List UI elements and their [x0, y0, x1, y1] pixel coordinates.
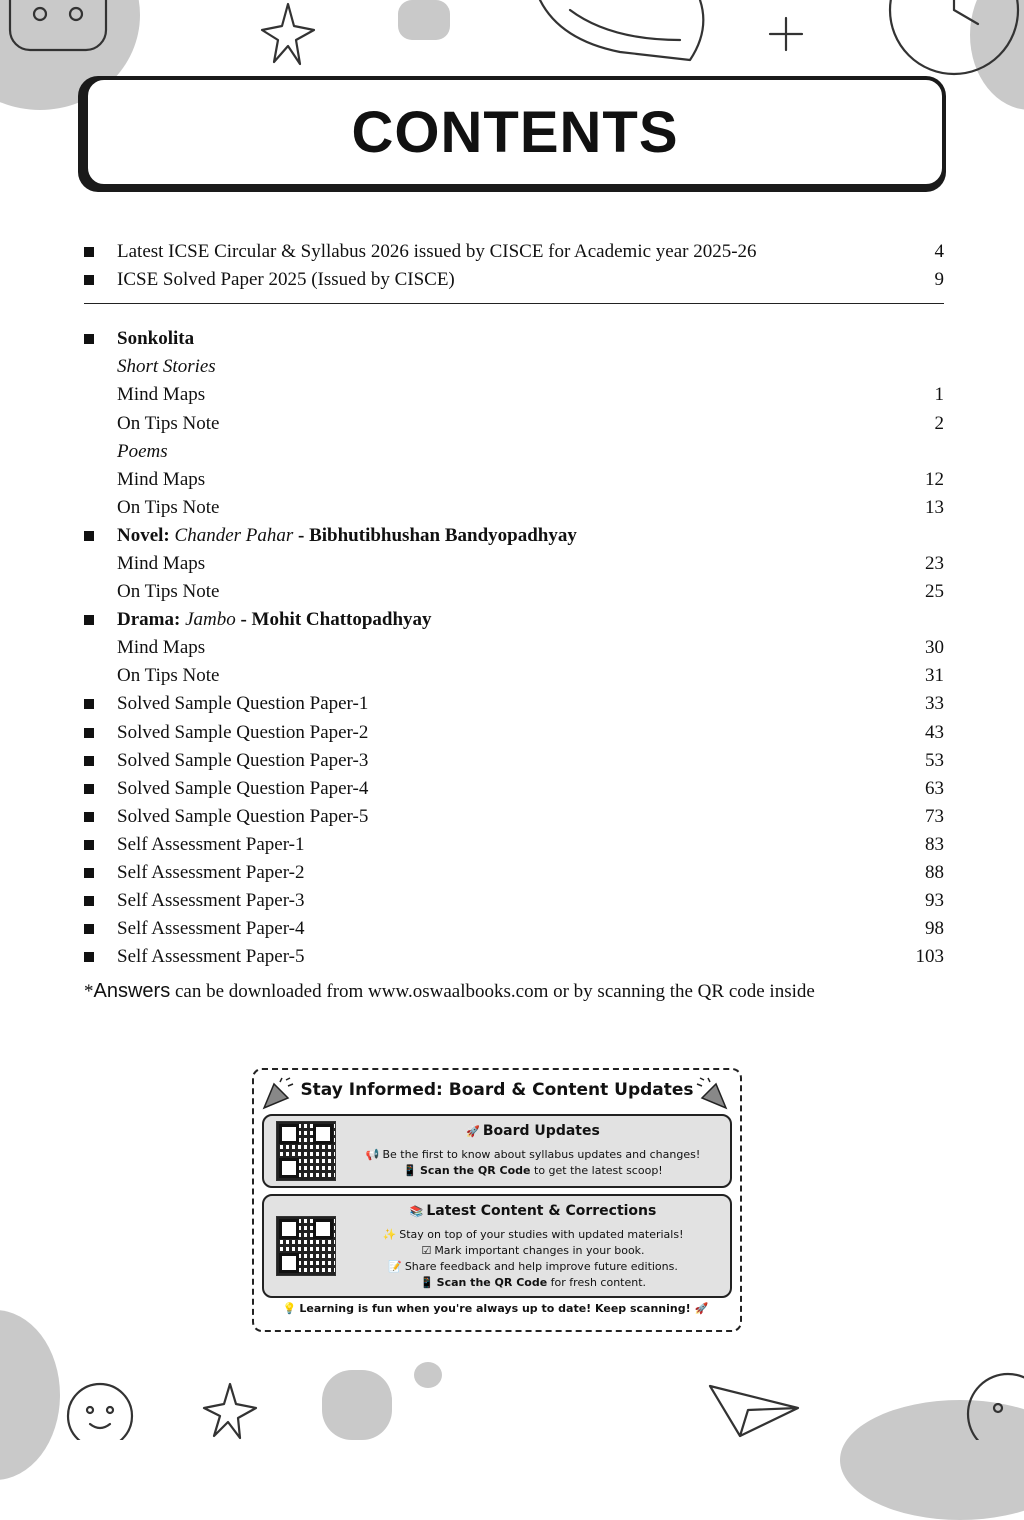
rocket-icon: 🚀 [694, 1302, 709, 1315]
toc-page-number: 25 [925, 581, 944, 603]
decorative-blob-bottom-left [0, 1310, 60, 1480]
content-updates-title: Latest Content & Corrections [426, 1203, 657, 1219]
content-updates-panel [262, 1194, 732, 1298]
face-doodle-icon [56, 1372, 146, 1440]
toc-entry-circular[interactable] [84, 238, 944, 266]
section-prefix: Novel: [117, 524, 170, 546]
bullet-icon [84, 334, 94, 344]
content-updates-title-row [344, 1203, 722, 1219]
toc-entry-paper[interactable] [84, 719, 944, 747]
content-updates-line-1: ✨ Stay on top of your studies with updated materials! [382, 1228, 684, 1241]
toc-page-number: 13 [925, 496, 944, 518]
toc-page-number: 1 [934, 384, 944, 406]
note-star: * [84, 981, 94, 1002]
board-updates-title: Board Updates [482, 1123, 600, 1139]
toc-page-number: 23 [925, 552, 944, 574]
toc-entry-novel-tips[interactable] [84, 578, 944, 606]
decorative-blob-top-center [398, 0, 450, 40]
toc-entry-drama-mind-maps[interactable] [84, 634, 944, 662]
books-icon: 📚 [409, 1205, 424, 1218]
toc-entry-label: On Tips Note [117, 665, 220, 687]
paper-plane-doodle-icon [704, 1378, 804, 1440]
sparkles-icon: ✨ [382, 1228, 397, 1241]
bullet-icon [84, 728, 94, 738]
toc-entry-paper[interactable] [84, 915, 944, 943]
bullet-icon [84, 531, 94, 541]
toc-entry-label: Self Assessment Paper-4 [117, 918, 305, 940]
toc-page-number: 30 [925, 637, 944, 659]
toc-subheading-poems [84, 438, 944, 466]
toc-entry-label: Mind Maps [117, 384, 206, 406]
toc-entry-paper[interactable] [84, 803, 944, 831]
toc-entry-label: Mind Maps [117, 552, 206, 574]
board-updates-line-2: 📱 Scan the QR Code to get the latest scoop! [403, 1164, 663, 1177]
checkbox-icon: ☑ [421, 1244, 432, 1257]
toc-entry-paper[interactable] [84, 775, 944, 803]
toc-page-number: 63 [925, 777, 944, 799]
toc-entry-label: ICSE Solved Paper 2025 (Issued by CISCE) [117, 269, 455, 291]
toc-entry-label: Solved Sample Question Paper-2 [117, 721, 369, 743]
bullet-icon [84, 784, 94, 794]
bullet-icon [84, 615, 94, 625]
board-updates-panel [262, 1114, 732, 1188]
toc-entry-ss-mind-maps[interactable] [84, 381, 944, 409]
section-work-title: Chander Pahar [174, 524, 294, 546]
toc-entry-ss-tips[interactable] [84, 409, 944, 437]
updates-footer: 💡 Learning is fun when you're always up to date! Keep scanning! 🚀 [282, 1302, 709, 1315]
page-title: CONTENTS [351, 99, 679, 165]
toc-subheading-short-stories [84, 353, 944, 381]
rocket-icon: 🚀 [466, 1125, 480, 1138]
star-doodle-bottom-icon [200, 1380, 260, 1440]
section-title [117, 522, 577, 550]
toc-entry-drama-tips[interactable] [84, 662, 944, 690]
decorative-blob-bottom-center [322, 1370, 392, 1440]
bullet-icon [84, 756, 94, 766]
toc-entry-label: Solved Sample Question Paper-3 [117, 749, 369, 771]
toc-page-number: 83 [925, 833, 944, 855]
content-updates-line-3: 📝 Share feedback and help improve future editions. [388, 1260, 678, 1273]
section-divider [84, 303, 944, 304]
phone-icon: 📱 [403, 1164, 417, 1177]
toc-page-number: 73 [925, 805, 944, 827]
note-text: can be downloaded from www.oswaalbooks.com or by scanning the QR code inside [170, 981, 815, 1002]
toc-entry-solved-paper-2025[interactable] [84, 266, 944, 294]
toc-entry-label: Solved Sample Question Paper-4 [117, 777, 369, 799]
bullet-icon [84, 812, 94, 822]
megaphone-icon: 📢 [365, 1148, 380, 1161]
toc-entry-paper[interactable] [84, 859, 944, 887]
plus-doodle-icon [766, 14, 806, 54]
toc-entry-label: Latest ICSE Circular & Syllabus 2026 issued by CISCE for Academic year 2025-26 [117, 241, 757, 263]
star-doodle-icon [258, 0, 318, 70]
toc-page-number: 98 [925, 918, 944, 940]
toc-page-number: 12 [925, 468, 944, 490]
toc-page-number: 43 [925, 721, 944, 743]
toc-entry-label: Mind Maps [117, 637, 206, 659]
bullet-icon [84, 924, 94, 934]
toc-page-number: 53 [925, 749, 944, 771]
toc-page-number: 103 [915, 946, 944, 968]
contents-list [84, 238, 944, 971]
toc-section-sonkolita [84, 325, 944, 353]
toc-entry-paper[interactable] [84, 831, 944, 859]
toc-page-number: 33 [925, 693, 944, 715]
toc-entry-label: On Tips Note [117, 581, 220, 603]
toc-page-number: 31 [925, 665, 944, 687]
section-author: - Mohit Chattopadhyay [240, 609, 432, 631]
section-prefix: Drama: [117, 609, 181, 631]
memo-icon: 📝 [388, 1260, 402, 1273]
phone-icon: 📱 [419, 1276, 434, 1289]
toc-entry-label: Self Assessment Paper-1 [117, 833, 305, 855]
book-doodle-icon [530, 0, 720, 70]
note-answers-word: Answers [93, 980, 171, 1002]
toc-entry-label: Self Assessment Paper-3 [117, 890, 305, 912]
toc-page-number: 4 [934, 241, 944, 263]
section-title [117, 606, 432, 634]
bullet-icon [84, 247, 94, 257]
updates-box [252, 1068, 742, 1332]
bullet-icon [84, 840, 94, 850]
toc-entry-label: Self Assessment Paper-5 [117, 946, 305, 968]
toc-entry-label: On Tips Note [117, 496, 220, 518]
updates-heading: Stay Informed: Board & Content Updates [300, 1080, 694, 1100]
toc-entry-novel-mind-maps[interactable] [84, 550, 944, 578]
bullet-icon [84, 952, 94, 962]
toc-section-drama [84, 606, 944, 634]
toc-entry-paper[interactable] [84, 747, 944, 775]
bullet-icon [84, 275, 94, 285]
toc-page-number: 2 [934, 412, 944, 434]
section-work-title: Jambo [185, 609, 236, 631]
bullet-icon [84, 868, 94, 878]
toc-page-number: 93 [925, 890, 944, 912]
board-updates-qr-code[interactable] [276, 1121, 336, 1181]
toc-entry-poems-tips[interactable] [84, 494, 944, 522]
toc-section-novel [84, 522, 944, 550]
content-updates-line-4: 📱 Scan the QR Code for fresh content. [419, 1276, 647, 1289]
toc-entry-poems-mind-maps[interactable] [84, 466, 944, 494]
toc-entry-label: Self Assessment Paper-2 [117, 862, 305, 884]
subheading: Short Stories [117, 356, 216, 378]
board-updates-title-row [344, 1123, 722, 1139]
robot-doodle-icon [0, 0, 120, 80]
content-updates-line-2: ☑ Mark important changes in your book. [421, 1244, 645, 1257]
bullet-icon [84, 896, 94, 906]
decorative-blob-bottom-dot [414, 1362, 442, 1388]
creature-doodle-icon [958, 1364, 1024, 1440]
toc-page-number: 9 [934, 269, 944, 291]
toc-entry-paper[interactable] [84, 690, 944, 718]
toc-page-number: 88 [925, 862, 944, 884]
bullet-icon [84, 699, 94, 709]
toc-entry-paper[interactable] [84, 943, 944, 971]
toc-entry-label: Solved Sample Question Paper-1 [117, 693, 369, 715]
toc-entry-label: On Tips Note [117, 412, 220, 434]
section-title: Sonkolita [117, 328, 195, 350]
answers-note [84, 980, 815, 1003]
toc-entry-label: Mind Maps [117, 468, 206, 490]
toc-entry-label: Solved Sample Question Paper-5 [117, 805, 369, 827]
title-box [86, 78, 944, 186]
toc-entry-paper[interactable] [84, 887, 944, 915]
subheading: Poems [117, 440, 168, 462]
content-updates-qr-code[interactable] [276, 1216, 336, 1276]
board-updates-line-1: 📢 Be the first to know about syllabus updates and changes! [365, 1148, 701, 1161]
section-author: - Bibhutibhushan Bandyopadhyay [298, 524, 577, 546]
lightbulb-icon: 💡 [282, 1302, 297, 1315]
